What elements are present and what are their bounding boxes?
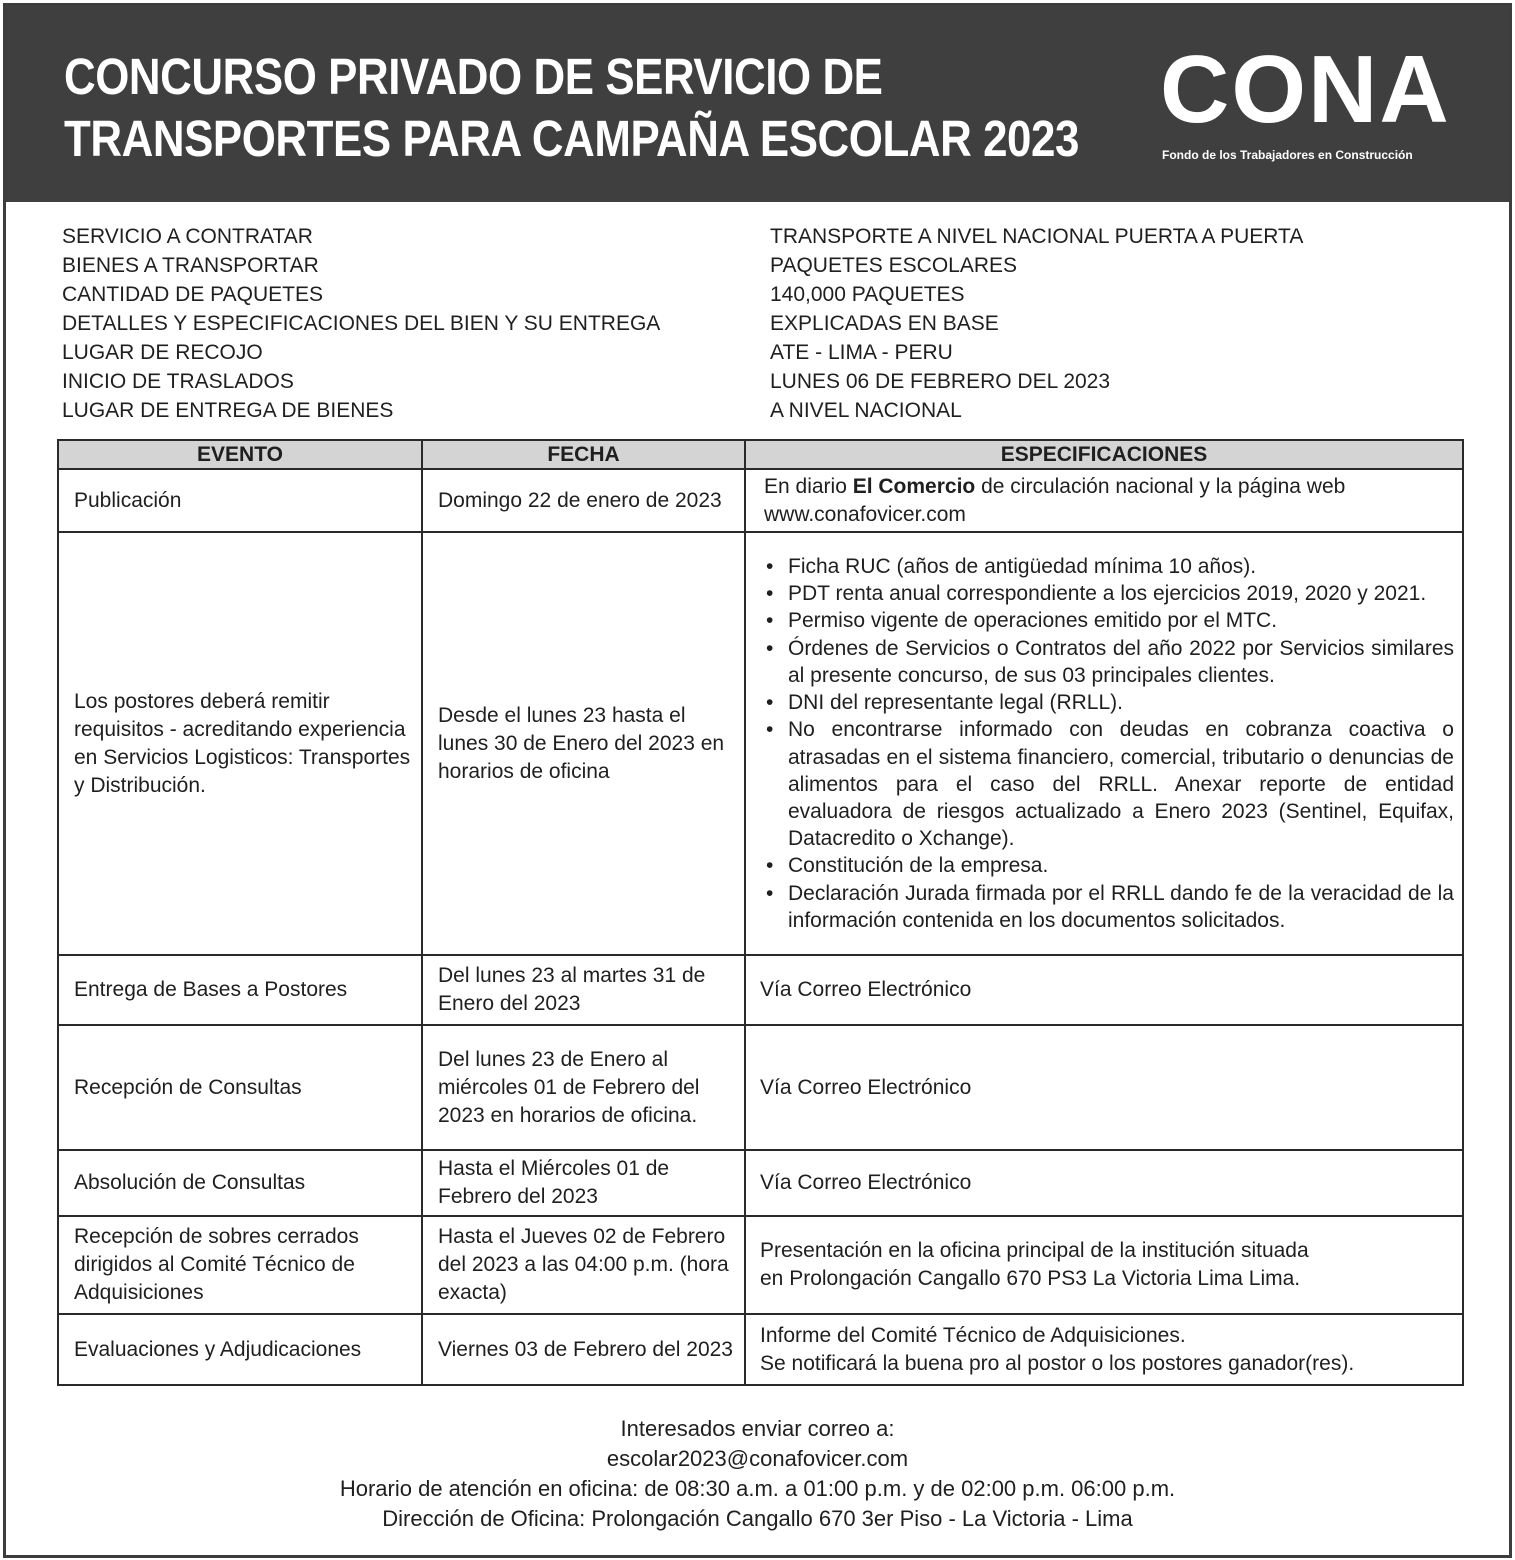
- header-especificaciones: ESPECIFICACIONES: [745, 440, 1463, 469]
- evento-cell: Recepción de sobres cerrados dirigidos al Comité Técnico de Adquisiciones: [58, 1216, 422, 1314]
- spec-bold-text: El Comercio: [852, 474, 976, 498]
- header-evento: EVENTO: [58, 440, 422, 469]
- info-values: [770, 222, 1303, 425]
- fecha-cell: Viernes 03 de Febrero del 2023: [422, 1314, 745, 1385]
- info-label: CANTIDAD DE PAQUETES: [62, 283, 323, 306]
- requirements-list: [760, 549, 1454, 938]
- info-label: SERVICIO A CONTRATAR: [62, 225, 313, 248]
- spec-text: de circulación nacional y la página web www.conafovicer.com: [764, 474, 1346, 526]
- spec-line: Se notificará la buena pro al postor o los postores ganador(res).: [760, 1351, 1355, 1375]
- table-row: [58, 955, 1463, 1025]
- info-value: TRANSPORTE A NIVEL NACIONAL PUERTA A PUERTA: [770, 225, 1304, 248]
- contact-email: escolar2023@conafovicer.com: [606, 1446, 909, 1471]
- spec-cell: [745, 532, 1463, 955]
- header-banner: [6, 6, 1509, 202]
- spec-cell: [745, 1216, 1463, 1314]
- fecha-cell: Del lunes 23 de Enero al miércoles 01 de Febrero del 2023 en horarios de oficina.: [422, 1025, 745, 1150]
- office-address: Dirección de Oficina: Prolongación Cangallo 670 3er Piso - La Victoria - Lima: [382, 1506, 1133, 1531]
- evento-cell: Los postores deberá remitir requisitos - acreditando experiencia en Servicios Logisticos: Transportes y Distribución.: [58, 532, 422, 955]
- info-label: INICIO DE TRASLADOS: [62, 370, 294, 393]
- list-item: • Permiso vigente de operaciones emitido por el MTC.: [788, 607, 1454, 634]
- fecha-cell: Desde el lunes 23 hasta el lunes 30 de Enero del 2023 en horarios de oficina: [422, 532, 745, 955]
- info-label: LUGAR DE RECOJO: [62, 341, 263, 364]
- info-value: LUNES 06 DE FEBRERO DEL 2023: [770, 370, 1111, 393]
- spec-line: Informe del Comité Técnico de Adquisiciones.: [760, 1323, 1186, 1347]
- schedule-table: [57, 439, 1464, 1386]
- cona-logo: [1160, 36, 1470, 172]
- table-header-row: [58, 440, 1463, 469]
- spec-line: Presentación en la oficina principal de la institución situada: [760, 1239, 1309, 1262]
- table-row: [58, 1216, 1463, 1314]
- fecha-cell: Domingo 22 de enero de 2023: [422, 469, 745, 532]
- notice-frame: [3, 3, 1512, 1558]
- info-label: LUGAR DE ENTREGA DE BIENES: [62, 399, 394, 422]
- evento-cell: Publicación: [58, 469, 422, 532]
- list-item: • PDT renta anual correspondiente a los ejercicios 2019, 2020 y 2021.: [788, 580, 1454, 607]
- info-value: EXPLICADAS EN BASE: [770, 312, 999, 335]
- logo-subtitle: Fondo de los Trabajadores en Construcción: [1162, 148, 1413, 162]
- evento-cell: Entrega de Bases a Postores: [58, 955, 422, 1025]
- info-value: 140,000 PAQUETES: [770, 283, 965, 306]
- spec-cell: Vía Correo Electrónico: [745, 1150, 1463, 1216]
- evento-cell: Recepción de Consultas: [58, 1025, 422, 1150]
- info-value: A NIVEL NACIONAL: [770, 399, 962, 422]
- spec-text: En diario: [764, 474, 853, 498]
- spec-cell: Vía Correo Electrónico: [745, 955, 1463, 1025]
- list-item: • Declaración Jurada firmada por el RRLL dando fe de la veracidad de la información contenida en los documentos solicitados.: [788, 880, 1454, 934]
- table-row: [58, 469, 1463, 532]
- evento-cell: Absolución de Consultas: [58, 1150, 422, 1216]
- logo-text: CONA: [1160, 36, 1451, 143]
- table-row: [58, 1150, 1463, 1216]
- evento-cell: Evaluaciones y Adjudicaciones: [58, 1314, 422, 1385]
- table-row: [58, 1025, 1463, 1150]
- fecha-cell: Del lunes 23 al martes 31 de Enero del 2023: [422, 955, 745, 1025]
- list-item: • DNI del representante legal (RRLL).: [788, 689, 1454, 716]
- spec-cell: Vía Correo Electrónico: [745, 1025, 1463, 1150]
- spec-line: en Prolongación Cangallo 670 PS3 La Victoria Lima Lima.: [760, 1267, 1301, 1290]
- contact-footer: [6, 1414, 1509, 1534]
- list-item: • No encontrarse informado con deudas en cobranza coactiva o atrasadas en el sistema financiero, comercial, tributario o denuncias de alimentos para el caso del RRLL. Anexar reporte de entidad evaluadora de riesgos actualizado a Enero 2023 (Sentinel, Equifax, Datacredito o Xchange).: [788, 716, 1454, 852]
- table-row: [58, 532, 1463, 955]
- spec-cell: [745, 469, 1463, 532]
- list-item: • Órdenes de Servicios o Contratos del año 2022 por Servicios similares al presente concurso, de sus 03 principales clientes.: [788, 635, 1454, 689]
- table-row: [58, 1314, 1463, 1385]
- title-line-1: CONCURSO PRIVADO DE SERVICIO DE: [64, 48, 883, 105]
- info-label: DETALLES Y ESPECIFICACIONES DEL BIEN Y SU ENTREGA: [62, 312, 661, 335]
- header-fecha: FECHA: [422, 440, 745, 469]
- office-hours: Horario de atención en oficina: de 08:30 a.m. a 01:00 p.m. y de 02:00 p.m. 06:00 p.m.: [339, 1476, 1176, 1501]
- info-value: ATE - LIMA - PERU: [770, 341, 953, 364]
- info-value: PAQUETES ESCOLARES: [770, 254, 1018, 277]
- fecha-cell: Hasta el Jueves 02 de Febrero del 2023 a las 04:00 p.m. (hora exacta): [422, 1216, 745, 1314]
- spec-cell: [745, 1314, 1463, 1385]
- list-item: • Constitución de la empresa.: [788, 852, 1454, 879]
- title-line-2: TRANSPORTES PARA CAMPAÑA ESCOLAR 2023: [64, 110, 1079, 167]
- info-label: BIENES A TRANSPORTAR: [62, 254, 319, 277]
- info-labels: [62, 222, 660, 425]
- fecha-cell: Hasta el Miércoles 01 de Febrero del 2023: [422, 1150, 745, 1216]
- footer-line: Interesados enviar correo a:: [620, 1416, 895, 1441]
- page-title: [64, 46, 1079, 170]
- list-item: • Ficha RUC (años de antigüedad mínima 10 años).: [788, 553, 1454, 580]
